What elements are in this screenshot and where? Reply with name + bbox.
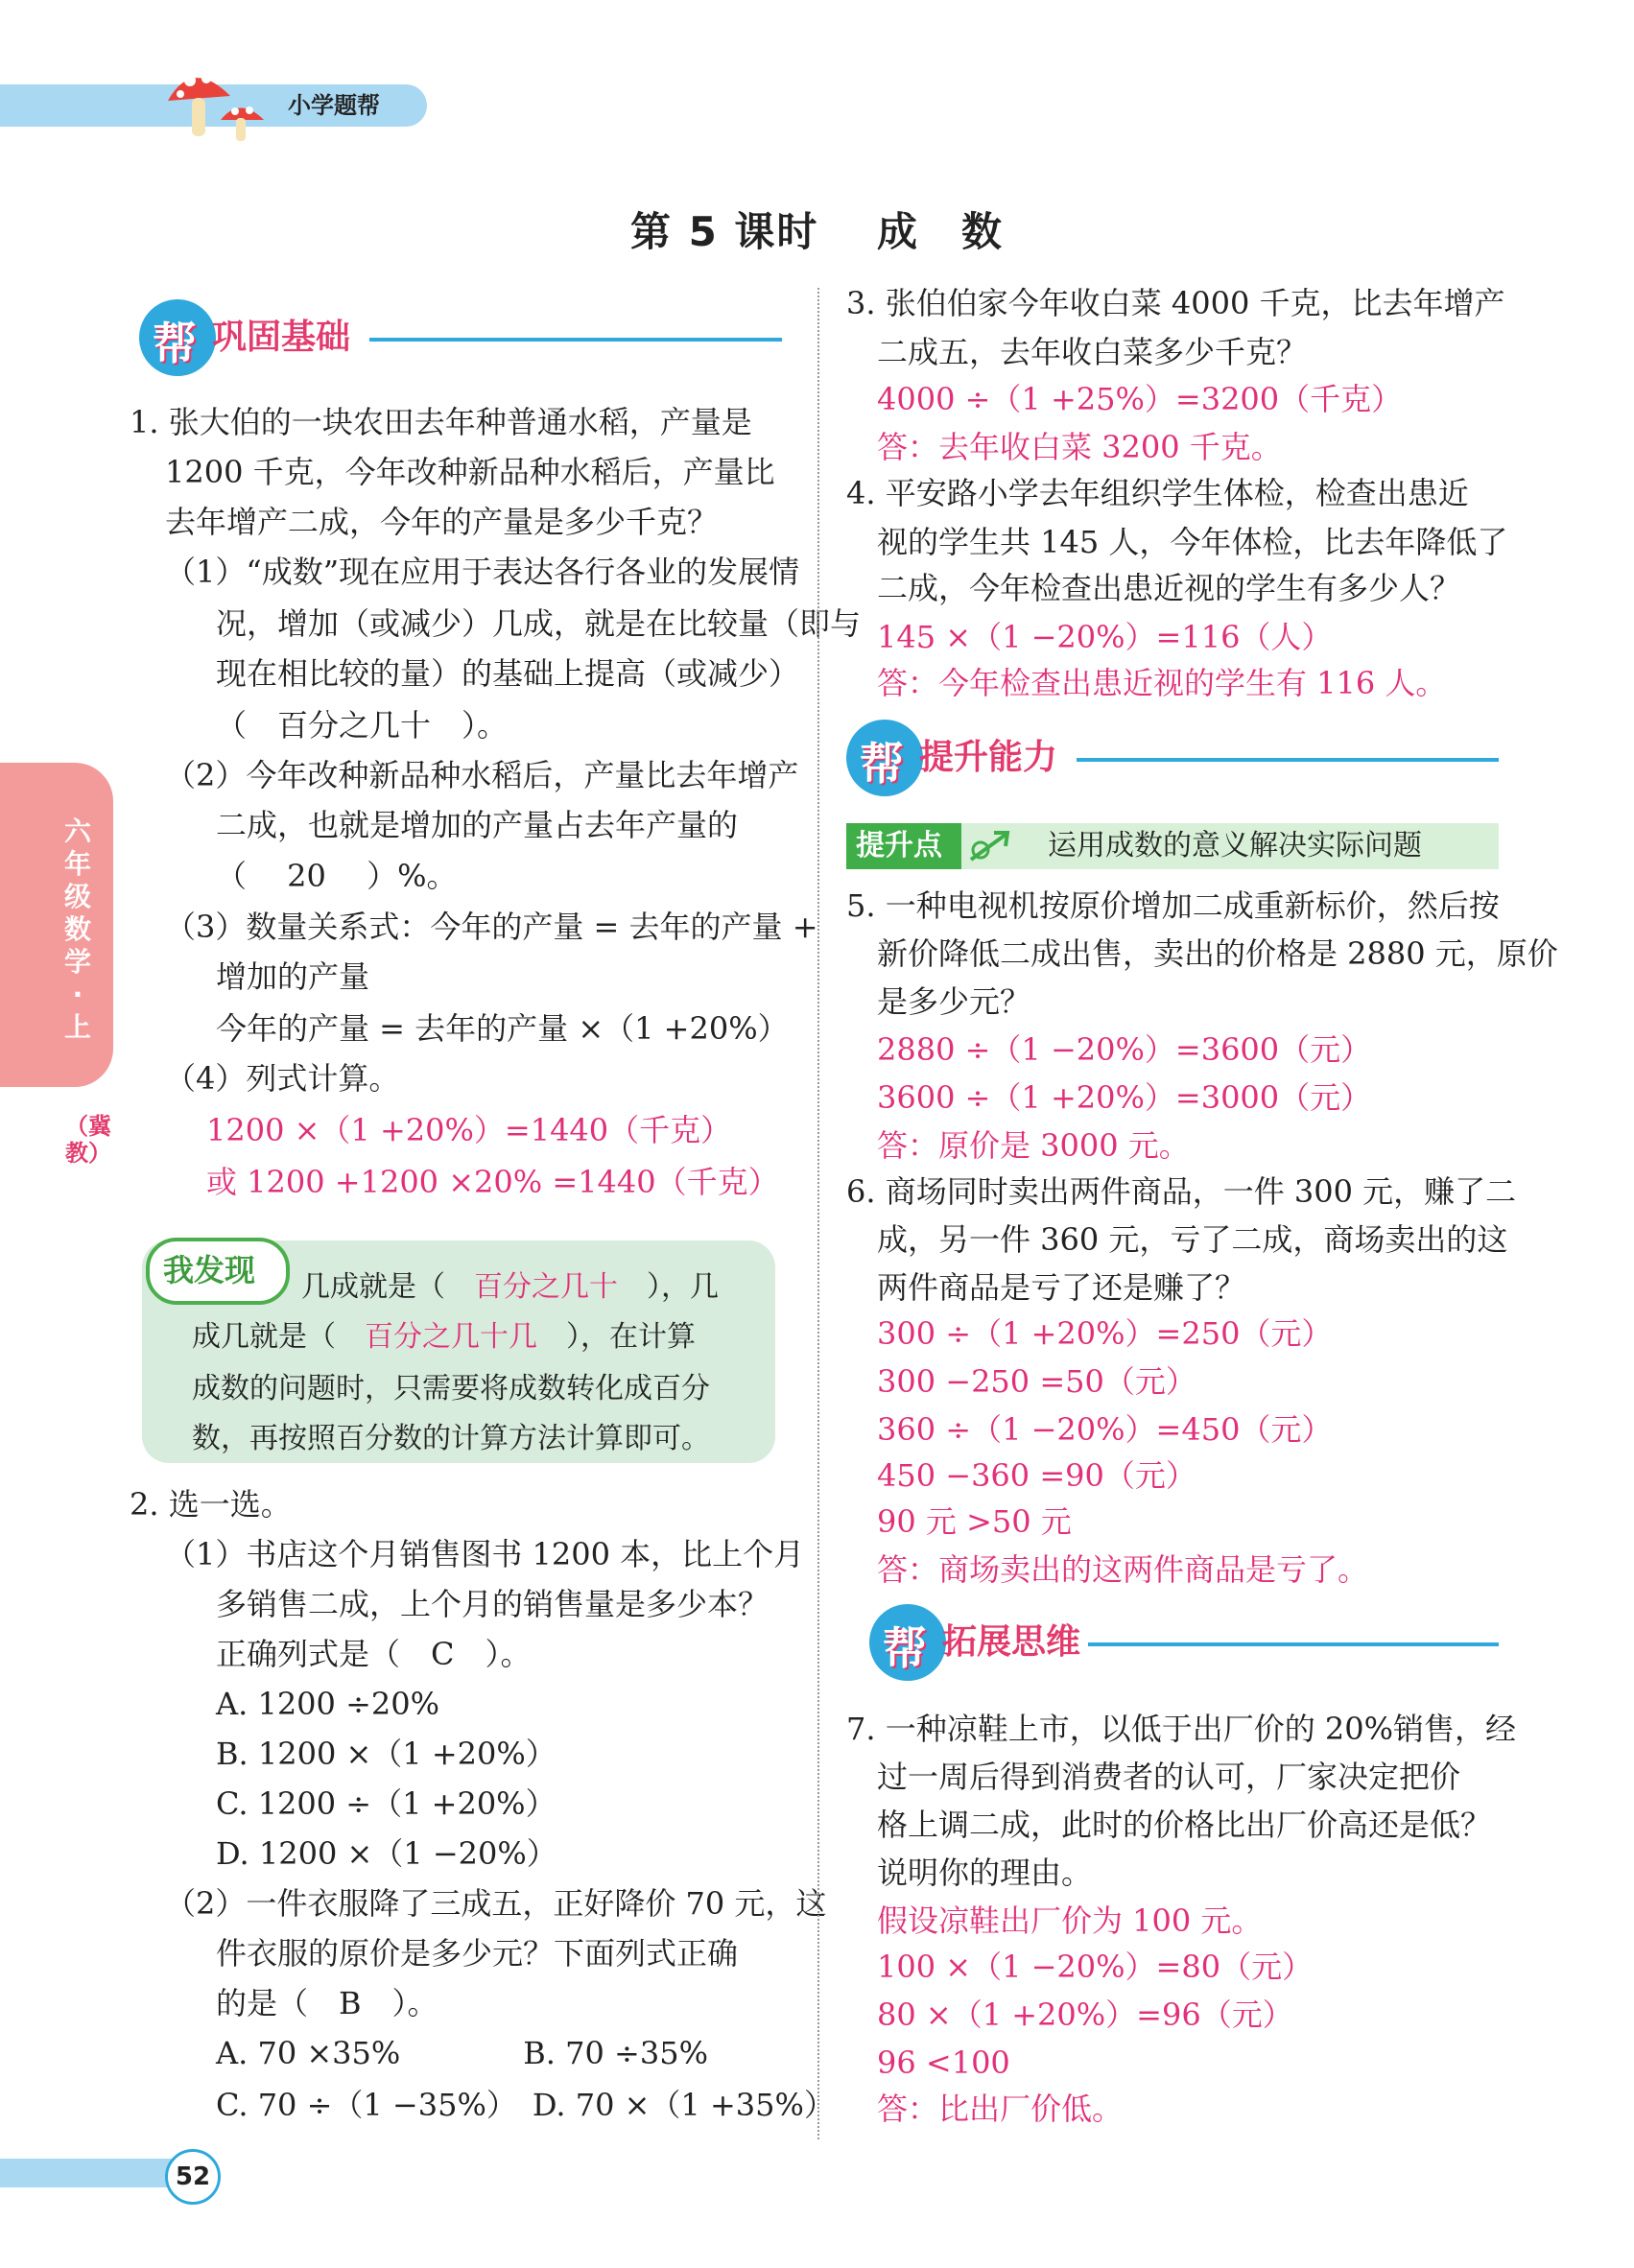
lesson-title: 第 5 课时 成 数 [629, 208, 1005, 255]
text-line: 格上调二成，此时的价格比出厂价高还是低？ [877, 1807, 1492, 1843]
text-line: 况，增加（或减少）几成，就是在比较量（即与 [216, 605, 862, 642]
text-line: B. 1200 ×（1 +20%） [216, 1736, 557, 1772]
text-line: D. 1200 ×（1 −20%） [216, 1835, 557, 1872]
discovery-badge: 我发现 [146, 1238, 290, 1305]
section-rule [1077, 758, 1499, 762]
section-badge: 帮 [869, 1604, 946, 1681]
skill-point-label: 提升点 [846, 823, 961, 869]
text-line: 假设凉鞋出厂价为 100 元。 [877, 1902, 1263, 1939]
text-line: C. 1200 ÷（1 +20%） [216, 1785, 557, 1822]
text-line: 件衣服的原价是多少元？下面列式正确 [216, 1935, 739, 1972]
brand-name: 小学题帮 [288, 92, 380, 119]
text-line: 3. 张伯伯家今年收白菜 4000 千克，比去年增产 [846, 285, 1505, 321]
text-line: 5. 一种电视机按原价增加二成重新标价，然后按 [846, 887, 1500, 924]
section-badge: 帮 [139, 299, 216, 376]
side-tab [0, 763, 113, 1087]
section-rule [1088, 1642, 1499, 1646]
section-title: 巩固基础 [212, 318, 351, 357]
text-line: 7. 一种凉鞋上市，以低于出厂价的 20%销售，经 [846, 1711, 1517, 1747]
text-line: 二成，今年检查出患近视的学生有多少人？ [877, 570, 1461, 606]
text-line: 答：原价是 3000 元。 [877, 1127, 1190, 1164]
text-line: 4. 平安路小学去年组织学生体检，检查出患近 [846, 475, 1469, 511]
discovery-line: 几成就是（ 百分之几十 ），几 [301, 1270, 719, 1304]
text-line: 450 −360 =90（元） [877, 1457, 1196, 1494]
text-line: 说明你的理由。 [877, 1855, 1093, 1891]
text-line: A. 1200 ÷20% [216, 1686, 439, 1722]
text-line: 过一周后得到消费者的认可，厂家决定把价 [877, 1759, 1461, 1795]
section-badge: 帮 [846, 720, 923, 796]
page-number: 52 [165, 2149, 221, 2205]
text-line: 今年的产量 = 去年的产量 ×（1 +20%） [216, 1010, 789, 1047]
text-line: 答：今年检查出患近视的学生有 116 人。 [877, 665, 1447, 701]
text-line: 或 1200 +1200 ×20% =1440（千克） [206, 1164, 779, 1200]
text-line: 是多少元？ [877, 983, 1031, 1020]
text-line: 的是（ B ）。 [216, 1985, 438, 2021]
section-rule [369, 338, 782, 342]
mushroom-icon [163, 58, 278, 144]
text-line: 100 ×（1 −20%）=80（元） [877, 1949, 1314, 1985]
discovery-line: 成数的问题时，只需要将成数转化成百分 [192, 1372, 710, 1406]
discovery-line: 成几就是（ 百分之几十几 ），在计算 [192, 1320, 696, 1354]
text-line: 2. 选一选。 [130, 1486, 292, 1523]
text-line: （1）书店这个月销售图书 1200 本，比上个月 [165, 1536, 805, 1572]
text-line: 145 ×（1 −20%）=116（人） [877, 619, 1333, 655]
text-line: 360 ÷（1 −20%）=450（元） [877, 1411, 1333, 1448]
section-header-basic [139, 299, 782, 376]
text-line: A. 70 ×35% B. 70 ÷35% [216, 2035, 708, 2071]
text-line: 答：商场卖出的这两件商品是亏了。 [877, 1551, 1369, 1588]
section-header-improve [846, 720, 1499, 796]
text-line: 答：去年收白菜 3200 千克。 [877, 429, 1282, 465]
text-line: 视的学生共 145 人，今年体检，比去年降低了 [877, 524, 1508, 560]
text-line: 6. 商场同时卖出两件商品，一件 300 元，赚了二 [846, 1173, 1517, 1210]
arrow-icon [967, 827, 1015, 865]
text-line: 300 −250 =50（元） [877, 1363, 1196, 1400]
text-line: 去年增产二成，今年的产量是多少千克？ [165, 504, 719, 540]
text-line: 成，另一件 360 元，亏了二成，商场卖出的这 [877, 1221, 1508, 1258]
section-title: 拓展思维 [942, 1622, 1081, 1662]
text-line: （3）数量关系式：今年的产量 = 去年的产量 + [165, 909, 818, 945]
text-line: 3600 ÷（1 +20%）=3000（元） [877, 1079, 1372, 1116]
column-divider [817, 288, 819, 2139]
text-line: 90 元 >50 元 [877, 1503, 1072, 1540]
text-line: C. 70 ÷（1 −35%） D. 70 ×（1 +35%） [216, 2087, 835, 2123]
text-line: 正确列式是（ C ）。 [216, 1636, 532, 1672]
text-line: 1. 张大伯的一块农田去年种普通水稻，产量是 [130, 404, 752, 440]
text-line: （ 20 ）%。 [216, 858, 458, 894]
side-grade-label: 六年级数学·上 [63, 815, 91, 1043]
section-header-expand [869, 1604, 1499, 1681]
skill-point-text: 运用成数的意义解决实际问题 [1048, 829, 1422, 862]
text-line: 二成五，去年收白菜多少千克？ [877, 334, 1308, 370]
side-edition-label: （冀教） [65, 1113, 111, 1167]
text-line: 现在相比较的量）的基础上提高（或减少） [216, 655, 800, 692]
text-line: 多销售二成，上个月的销售量是多少本？ [216, 1586, 770, 1622]
text-line: 4000 ÷（1 +25%）=3200（千克） [877, 381, 1403, 417]
text-line: （4）列式计算。 [165, 1060, 400, 1097]
text-line: 增加的产量 [216, 958, 370, 995]
text-line: 1200 ×（1 +20%）=1440（千克） [206, 1112, 732, 1148]
text-line: 新价降低二成出售，卖出的价格是 2880 元，原价 [877, 935, 1558, 972]
text-line: 答：比出厂价低。 [877, 2091, 1124, 2127]
footer-band [0, 2159, 192, 2187]
text-line: （2）今年改种新品种水稻后，产量比去年增产 [165, 757, 799, 793]
text-line: 1200 千克，今年改种新品种水稻后，产量比 [165, 454, 775, 490]
discovery-line: 数，再按照百分数的计算方法计算即可。 [192, 1422, 710, 1455]
text-line: 80 ×（1 +20%）=96（元） [877, 1996, 1293, 2033]
text-line: （1）“成数”现在应用于表达各行各业的发展情 [165, 554, 800, 590]
section-title: 提升能力 [919, 738, 1058, 777]
text-line: 两件商品是亏了还是赚了？ [877, 1269, 1246, 1306]
text-line: （ 百分之几十 ）。 [216, 707, 509, 744]
text-line: 96 <100 [877, 2044, 1010, 2081]
text-line: 300 ÷（1 +20%）=250（元） [877, 1315, 1333, 1352]
text-line: （2）一件衣服降了三成五，正好降价 70 元，这 [165, 1885, 827, 1922]
text-line: 二成，也就是增加的产量占去年产量的 [216, 807, 739, 843]
text-line: 2880 ÷（1 −20%）=3600（元） [877, 1031, 1372, 1068]
